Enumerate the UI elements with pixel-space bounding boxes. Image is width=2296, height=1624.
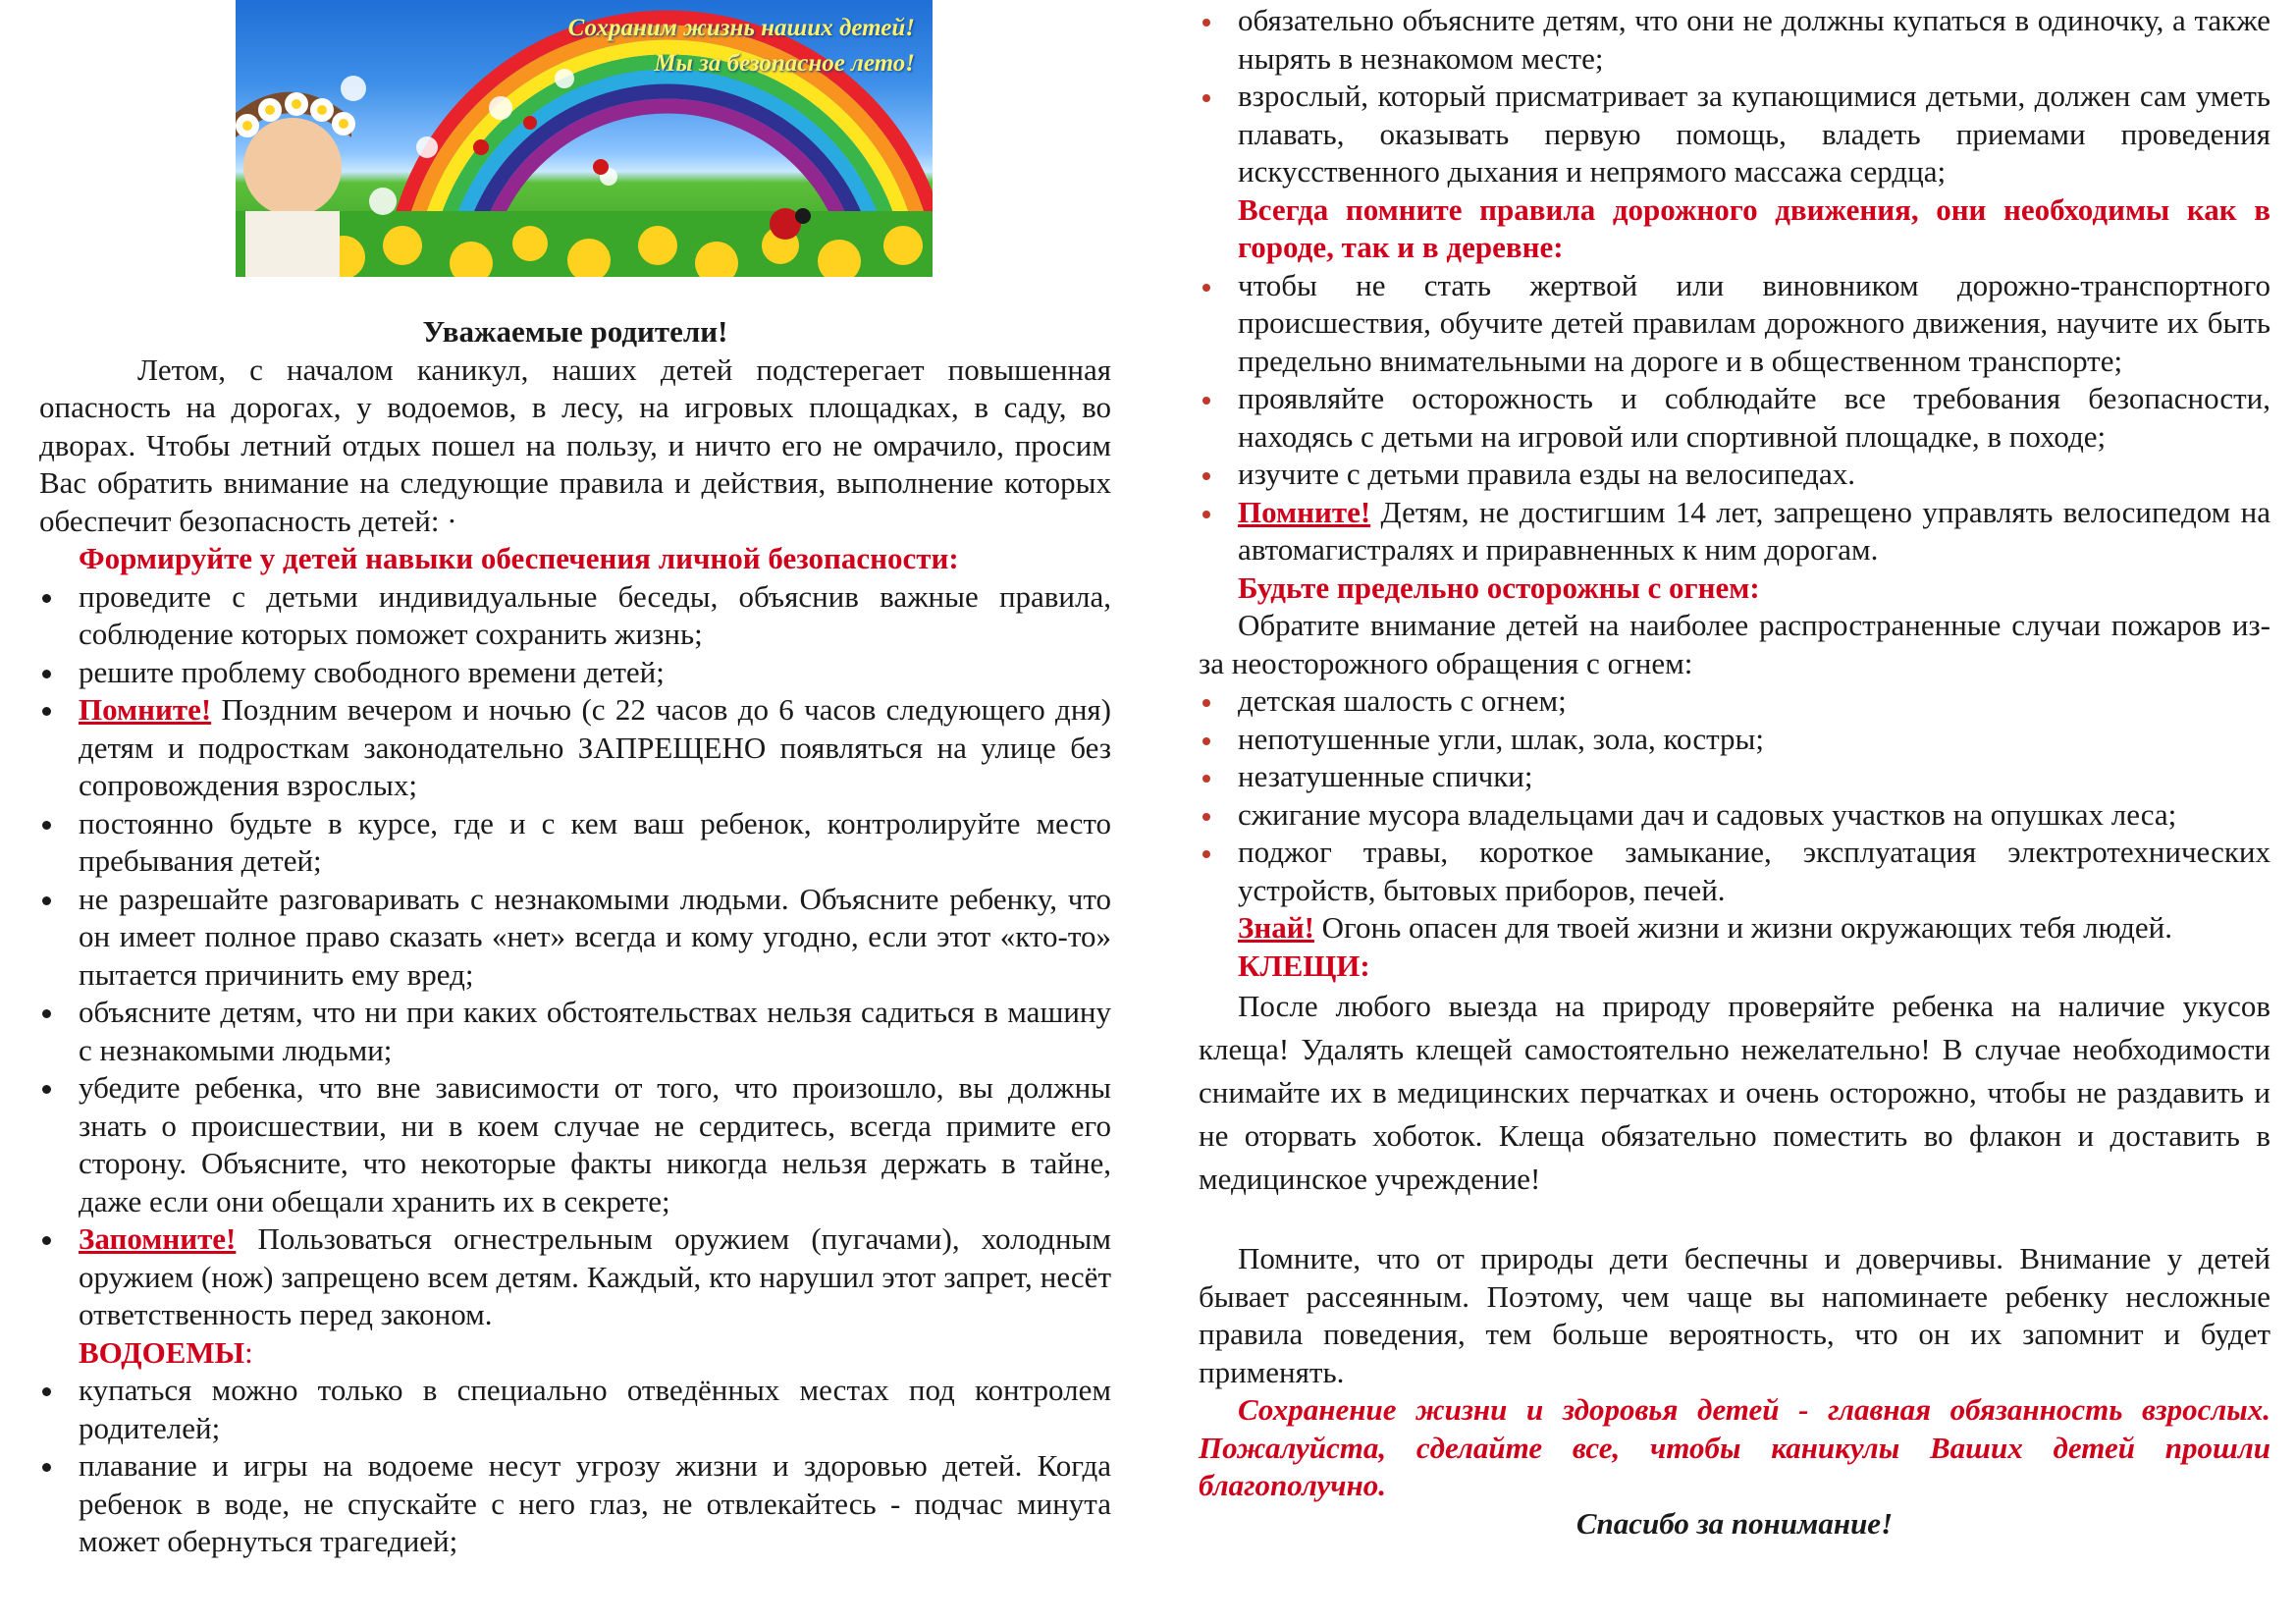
list-item: непотушенные угли, шлак, зола, костры; — [1199, 721, 2270, 759]
memorize-label: Запомните! — [79, 1221, 237, 1256]
water-rules-list-continued — [1199, 2, 2270, 191]
heading-fire: Будьте предельно осторожны с огнем: — [1238, 569, 1760, 605]
road-rules-list — [1199, 267, 2270, 569]
list-item: убедите ребенка, что вне зависимости от того, что произошло, вы должны знать о происшествии, ни в коем случае не сердитесь, всегда примите его сторону. Объясните, что некоторые факты никогда нельзя держать в тайне, даже если они обещали хранить их в секрете; — [39, 1069, 1111, 1220]
banner-line-2: Мы за безопасное лето! — [654, 50, 915, 77]
list-item: не разрешайте разговаривать с незнакомыми людьми. Объясните ребенку, что он имеет полное право сказать «нет» всегда и кому угодно, если этот «кто-то» пытается причинить ему вред; — [39, 881, 1111, 995]
know-label: Знай! — [1238, 910, 1314, 945]
list-item: поджог травы, короткое замыкание, эксплуатация электротехнических устройств, бытовых приборов, печей. — [1199, 834, 2270, 909]
list-item: взрослый, который присматривает за купающимися детьми, должен сам уметь плавать, оказывать первую помощь, владеть приемами проведения искусственного дыхания и непрямого массажа сердца; — [1199, 78, 2270, 191]
fire-causes-list — [1199, 682, 2270, 909]
heading-personal-safety: Формируйте у детей навыки обеспечения личной безопасности: — [79, 541, 959, 575]
greeting-title: Уважаемые родители! — [422, 314, 728, 349]
list-item: плавание и игры на водоеме несут угрозу жизни и здоровью детей. Когда ребенок в воде, не спускайте с него глаз, не отвлекайтесь - подчас минута может обернуться трагедией; — [39, 1447, 1111, 1561]
banner-line-1: Сохраним жизнь наших детей! — [567, 15, 915, 41]
thanks-line: Спасибо за понимание! — [1575, 1505, 1894, 1541]
list-item: решите проблему свободного времени детей; — [39, 654, 1111, 692]
safety-rules-list — [39, 578, 1111, 1334]
list-item — [39, 691, 1111, 805]
list-item-text: Детям, не достигшим 14 лет, запрещено управлять велосипедом на автомагистралях и приравненных к ним дорогам. — [1238, 494, 2270, 567]
list-item: сжигание мусора владельцами дач и садовых участков на опушках леса; — [1199, 796, 2270, 835]
list-item: детская шалость с огнем; — [1199, 682, 2270, 721]
list-item: чтобы не стать жертвой или виновником дорожно-транспортного происшествия, обучите детей правилам дорожного движения, научите их быть предельно внимательными на дороге и в общественном транспорте; — [1199, 267, 2270, 381]
spacer — [1199, 1201, 2270, 1240]
list-item: купаться можно только в специально отведённых местах под контролем родителей; — [39, 1372, 1111, 1447]
heading-water-text: ВОДОЕМЫ — [79, 1334, 245, 1370]
list-item: объясните детям, что ни при каких обстоятельствах нельзя садиться в машину с незнакомыми людьми; — [39, 994, 1111, 1069]
list-item: обязательно объясните детям, что они не должны купаться в одиночку, а также нырять в незнакомом месте; — [1199, 2, 2270, 78]
right-column — [1199, 2, 2270, 1543]
list-item: незатушенные спички; — [1199, 758, 2270, 796]
intro-paragraph: Летом, с началом каникул, наших детей подстерегает повышенная опасность на дорогах, у водоемов, в лесу, на игровых площадках, в саду, во дворах. Чтобы летний отдых пошел на пользу, и ничто его не омрачило, просим Вас обратить внимание на следующие правила и действия, выполнение которых обеспечит безопасность детей: · — [39, 352, 1111, 538]
heading-ticks: КЛЕЩИ: — [1238, 947, 1370, 983]
ticks-paragraph: После любого выезда на природу проверяйте ребенка на наличие укусов клеща! Удалять клещей самостоятельно нежелательно! В случае необходимости снимайте их в медицинских перчатках и очень осторожно, чтобы не раздавить и не оторвать хоботок. Клеща обязательно поместить во флакон и доставить в медицинское учреждение! — [1199, 989, 2270, 1196]
heading-water — [39, 1334, 1111, 1373]
closing-appeal: Сохранение жизни и здоровья детей - главная обязанность взрослых. Пожалуйста, сделайте все, чтобы каникулы Ваших детей прошли благополучно. — [1199, 1392, 2270, 1502]
fire-intro-paragraph: Обратите внимание детей на наиболее распространенные случаи пожаров из-за неосторожного обращения с огнем: — [1199, 608, 2270, 680]
remember-label: Помните! — [1238, 494, 1371, 529]
heading-road-rules: Всегда помните правила дорожного движения, они необходимы как в городе, так и в деревне: — [1238, 191, 2270, 264]
list-item-text: Поздним вечером и ночью (с 22 часов до 6 часов следующего дня) детям и подросткам законодательно ЗАПРЕЩЕНО появляться на улице без сопровождения взрослых; — [79, 692, 1111, 802]
know-paragraph — [1199, 909, 2270, 947]
remember-label: Помните! — [79, 692, 212, 727]
girl-with-wreath-illustration — [236, 92, 355, 277]
list-item-text: Пользоваться огнестрельным оружием (пугачами), холодным оружием (нож) запрещено всем детям. Каждый, кто нарушил этот запрет, несёт ответственность перед законом. — [79, 1221, 1111, 1331]
summer-banner-image — [236, 0, 933, 277]
list-item — [1199, 494, 2270, 569]
water-rules-list — [39, 1372, 1111, 1561]
list-item: проведите с детьми индивидуальные беседы, объяснив важные правила, соблюдение которых поможет сохранить жизнь; — [39, 578, 1111, 654]
list-item — [39, 1220, 1111, 1334]
left-column — [39, 0, 1111, 1561]
list-item: проявляйте осторожность и соблюдайте все требования безопасности, находясь с детьми на игровой или спортивной площадке, в походе; — [1199, 380, 2270, 456]
remember-paragraph: Помните, что от природы дети беспечны и доверчивы. Внимание у детей бывает рассеянным. Поэтому, чем чаще вы напоминаете ребенку несложные правила поведения, тем больше вероятность, что он их запомнит и будет применять. — [1199, 1241, 2270, 1389]
know-text: Огонь опасен для твоей жизни и жизни окружающих тебя людей. — [1313, 910, 2173, 945]
list-item: изучите с детьми правила езды на велосипедах. — [1199, 456, 2270, 494]
heading-water-colon: : — [244, 1334, 253, 1370]
list-item: постоянно будьте в курсе, где и с кем ваш ребенок, контролируйте место пребывания детей; — [39, 805, 1111, 881]
